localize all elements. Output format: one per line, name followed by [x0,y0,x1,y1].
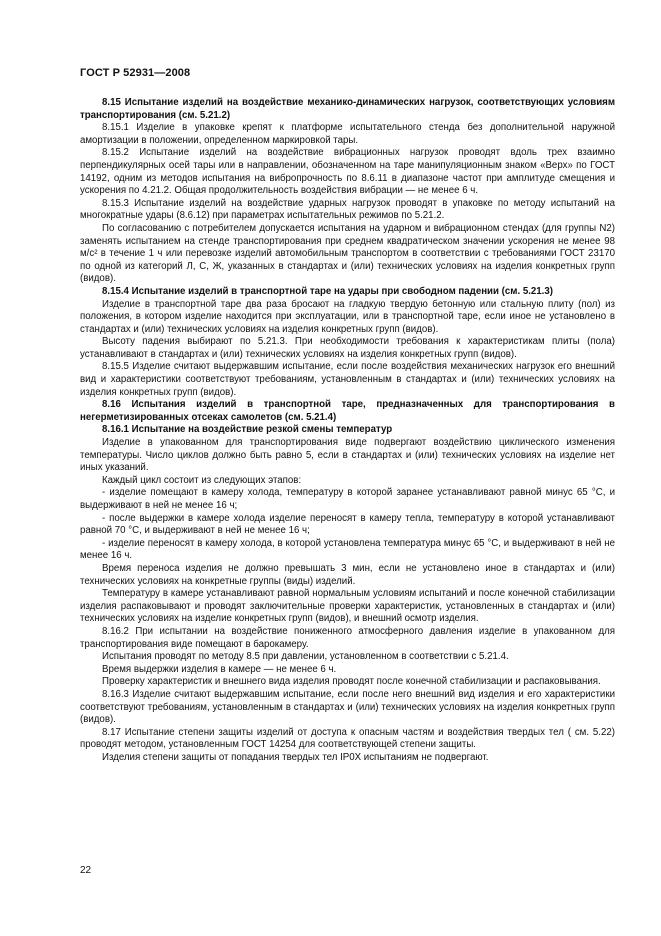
list-item: - изделие помещают в камеру холода, температуру в которой заранее устанавливают равной минус 65 °С, и выдерживают в ней не менее 16 ч; [80,487,615,511]
paragraph: 8.15.1 Изделие в упаковке крепят к платформе испытательного стенда без дополнительной наружной амортизации в положении, определенном маркировкой тары. [80,122,615,146]
paragraph: Температуру в камере устанавливают равной нормальным условиям испытаний и после конечной стабилизации изделия распаковывают и проводят заключительные проверки характеристик, установленных в стандартах и (или) технических условиях на изделие конкретных групп (видов), и внешний осмотр изделия. [80,588,615,625]
page-number: 22 [80,865,92,876]
section-heading: 8.15 Испытание изделий на воздействие механико-динамических нагрузок, соответствующих условиям транспортирования (см. 5.21.2) [80,97,615,121]
section-heading: 8.15.4 Испытание изделий в транспортной таре на удары при свободном падении (см. 5.21.3) [102,285,553,297]
paragraph: Проверку характеристик и внешнего вида изделия проводят после конечной стабилизации и распаковывания. [102,676,601,688]
paragraph: Изделие в упакованном для транспортирования виде подвергают воздействию циклического изменения температуры. Число циклов должно быть равно 5, если в стандартах и (или) технических условиях на изделие нет иных указаний. [80,437,615,474]
document-header: ГОСТ Р 52931—2008 [80,67,191,79]
paragraph: Время выдержки изделия в камере — не менее 6 ч. [102,663,337,675]
paragraph: 8.15.2 Испытание изделий на воздействие вибрационных нагрузок проводят вдоль трех взаимно перпендикулярных осей тары или в направлении, обозначенном на таре манипуляционным знаком «Верх» по ГОСТ 14192, одним из методов испытания на вибропрочность по 8.6.11 в диапазоне частот при амплитуде смещения и ускорения по 4.21.2. Общая продолжительность воздействия вибрации — не менее 6 ч. [80,147,615,197]
paragraph: 8.17 Испытание степени защиты изделий от доступа к опасным частям и воздействия твердых тел ( см. 5.22) проводят методом, установленным ГОСТ 14254 для соответствующей степени защиты. [80,726,615,751]
section-heading: 8.16 Испытания изделий в транспортной таре, предназначенных для транспортирования в негерметизированных отсеках самолетов (см. 5.21.4) [80,399,615,423]
paragraph: Каждый цикл состоит из следующих этапов: [102,474,302,486]
paragraph: 8.15.3 Испытание изделий на воздействие ударных нагрузок проводят в упаковке по методу испытаний на многократные удары (8.6.12) при параметрах испытательных режимов по 5.21.2. [80,197,615,222]
paragraph: 8.16.3 Изделие считают выдержавшим испытание, если после него внешний вид изделия и его характеристики соответствуют требованиям, установленным в стандартах и (или) технических условиях на изделия конкретных групп (видов). [80,688,615,726]
paragraph: 8.15.5 Изделие считают выдержавшим испытание, если после воздействия механических нагрузок его внешний вид и характеристики соответствуют требованиям, установленным в стандартах и (или) технических условиях на изделия конкретных групп (видов). [80,361,615,398]
paragraph: 8.16.2 При испытании на воздействие пониженного атмосферного давления изделие в упакованном для транспортирования виде помещают в барокамеру. [80,625,615,650]
list-item: - изделие переносят в камеру холода, в которой установлена температура минус 65 °С, и выдерживают в ней не менее 16 ч. [80,537,615,562]
paragraph: По согласованию с потребителем допускается испытания на ударном и вибрационном стендах (для группы N2) заменять испытанием на стенде транспортирования при среднем квадратическом значении ускорения не менее 98 м/с² в течение 1 ч или перевозке изделий автомобильным транспортом в соответствии с требованиями ГОСТ 23170 по одной из категорий Л, С, Ж, указанных в стандартах и (или) технических условиях на изделия конкретных групп (видов). [80,222,615,285]
paragraph: Испытания проводят по методу 8.5 при давлении, установленном в соответствии с 5.21.4. [102,651,509,663]
paragraph: Изделия степени защиты от попадания твердых тел IP0X испытаниям не подвергают. [102,751,489,763]
list-item: - после выдержки в камере холода изделие переносят в камеру тепла, температуру в которой устанавливают равной 70 °С, и выдерживают в ней не менее 16 ч; [80,512,615,537]
paragraph: Изделие в транспортной таре два раза бросают на гладкую твердую бетонную или стальную плиту (пол) из положения, в котором изделие находится при эксплуатации, или в транспортной таре, если иное не установлено в стандартах и (или) технических условиях на изделия конкретных групп (видов). [80,298,615,335]
paragraph: Время переноса изделия не должно превышать 3 мин, если не установлено иное в стандартах и (или) технических условиях на конкретные группы (виды) изделий. [80,562,615,587]
document-body [80,97,615,764]
paragraph: Высоту падения выбирают по 5.21.3. При необходимости требования к характеристикам плиты (пола) устанавливают в стандартах и (или) технических условиях на изделия конкретных групп (видов). [80,336,615,360]
section-heading: 8.16.1 Испытание на воздействие резкой смены температур [102,424,393,436]
